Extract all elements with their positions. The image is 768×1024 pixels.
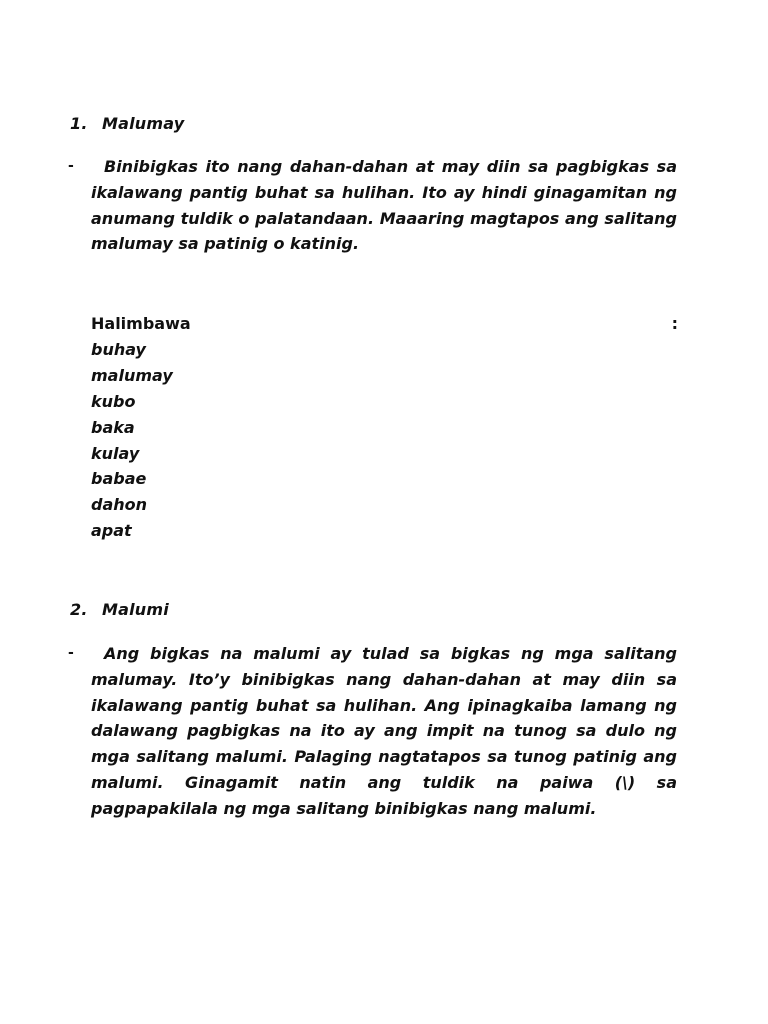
section-2-paragraph: Ang bigkas na malumi ay tulad sa bigkas ng mga salitang malumay. Ito’y binibigkas nang dahan-dahan at may diin sa ikalawang pantig buhat sa hulihan. Ang ipinagkaiba lamang ng dalawang pagbigkas na ito ay ang impit na tunog sa dulo ng mga salitang malumi. Palaging nagtatapos sa tunog patinig ang malumi. Ginagamit natin ang tuldik na paiwa (\) sa pagpapakilala ng mga salitang binibigkas nang malumi.	[91, 644, 677, 818]
section-2-heading	[70, 600, 169, 619]
example-word: malumay	[91, 365, 173, 385]
section-2-bullet: -	[68, 645, 74, 661]
section-2-number: 2.	[70, 600, 88, 619]
example-word: kubo	[91, 391, 136, 411]
section-2-title: Malumi	[102, 600, 169, 619]
example-colon: :	[671, 314, 678, 333]
example-word: babae	[91, 469, 147, 489]
section-1-number: 1.	[70, 114, 88, 133]
section-1-title: Malumay	[102, 114, 185, 133]
section-1-paragraph: Binibigkas ito nang dahan-dahan at may diin sa pagbigkas sa ikalawang pantig buhat sa hulihan. Ito ay hindi ginagamitan ng anumang tuldik o palatandaan. Maaaring magtapos ang salitang malumay sa patinig o katinig.	[91, 157, 677, 254]
example-label: Halimbawa	[91, 314, 191, 333]
example-word: apat	[91, 521, 132, 541]
example-word: kulay	[91, 443, 140, 463]
example-word: buhay	[91, 340, 146, 359]
example-word-list	[91, 337, 173, 544]
example-word: dahon	[91, 495, 148, 515]
example-heading	[91, 314, 678, 333]
example-word: baka	[91, 417, 135, 437]
section-1-heading	[70, 114, 184, 133]
section-1-bullet: -	[68, 158, 74, 174]
